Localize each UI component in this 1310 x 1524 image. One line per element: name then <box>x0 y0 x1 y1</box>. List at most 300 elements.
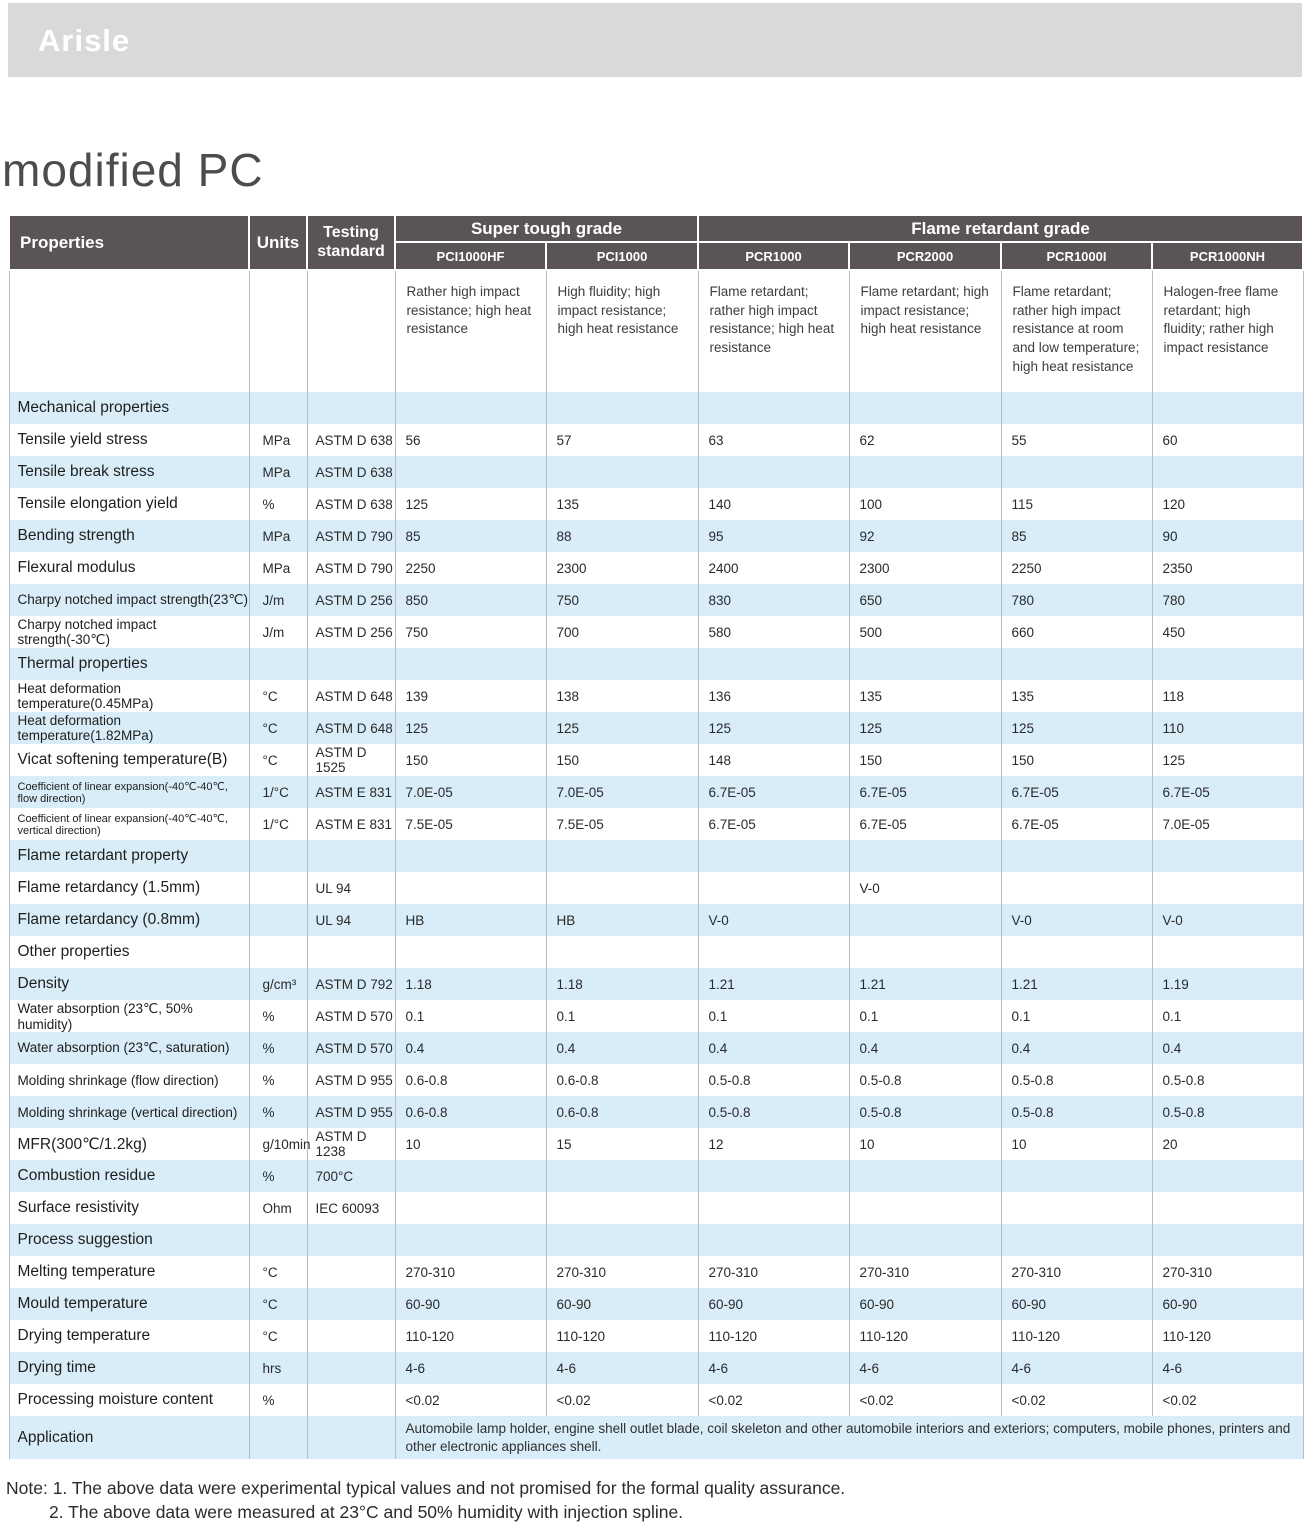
value-cell: 270-310 <box>546 1256 698 1288</box>
standard-cell <box>307 1416 395 1459</box>
value-cell: 6.7E-05 <box>1001 808 1152 840</box>
value-cell: 6.7E-05 <box>698 776 849 808</box>
standard-cell <box>307 1256 395 1288</box>
note-line-1: Note: 1. The above data were experimental typical values and not promised for the formal quality assurance. <box>6 1478 846 1499</box>
table-row <box>9 1192 1303 1224</box>
value-cell: HB <box>546 904 698 936</box>
unit-cell: J/m <box>249 616 307 648</box>
group-header-flame-retardant-grade: Flame retardant grade <box>698 215 1303 242</box>
value-cell: 135 <box>546 488 698 520</box>
value-cell: 850 <box>395 584 546 616</box>
brand-banner <box>8 3 1302 77</box>
value-cell: 0.5-0.8 <box>698 1064 849 1096</box>
unit-cell: 1/°C <box>249 776 307 808</box>
value-cell <box>698 456 849 488</box>
standard-cell: ASTM D 1525 <box>307 744 395 776</box>
standard-cell: ASTM D 955 <box>307 1064 395 1096</box>
unit-cell: °C <box>249 1288 307 1320</box>
standard-cell <box>307 392 395 424</box>
table-row <box>9 712 1303 744</box>
value-cell <box>849 1192 1001 1224</box>
value-cell: 4-6 <box>849 1352 1001 1384</box>
property-label: Surface resistivity <box>9 1192 249 1224</box>
value-cell: 150 <box>546 744 698 776</box>
value-cell: 0.6-0.8 <box>546 1096 698 1128</box>
standard-cell <box>307 936 395 968</box>
value-cell <box>546 392 698 424</box>
property-label: Bending strength <box>9 520 249 552</box>
value-cell: 125 <box>546 712 698 744</box>
property-label: Coefficient of linear expansion(-40℃-40℃, vertical direction) <box>9 808 249 840</box>
value-cell: 1.19 <box>1152 968 1303 1000</box>
unit-cell: g/cm³ <box>249 968 307 1000</box>
value-cell: <0.02 <box>1001 1384 1152 1416</box>
table-row <box>9 1384 1303 1416</box>
value-cell: 0.1 <box>1001 1000 1152 1032</box>
value-cell <box>1152 840 1303 872</box>
table-header <box>9 215 1303 392</box>
value-cell: 135 <box>1001 680 1152 712</box>
value-cell: 0.6-0.8 <box>395 1096 546 1128</box>
value-cell: 85 <box>395 520 546 552</box>
value-cell <box>1001 936 1152 968</box>
value-cell: 4-6 <box>395 1352 546 1384</box>
value-cell: 4-6 <box>1152 1352 1303 1384</box>
table-row <box>9 1288 1303 1320</box>
value-cell: 450 <box>1152 616 1303 648</box>
col-header-model-pcr2000: PCR2000 <box>849 242 1001 270</box>
table-body <box>9 392 1303 1459</box>
value-cell <box>698 936 849 968</box>
table-row <box>9 520 1303 552</box>
unit-cell: °C <box>249 680 307 712</box>
value-cell <box>546 840 698 872</box>
standard-cell <box>307 1224 395 1256</box>
value-cell: 150 <box>395 744 546 776</box>
table-row <box>9 1160 1303 1192</box>
value-cell: 136 <box>698 680 849 712</box>
value-cell: V-0 <box>1001 904 1152 936</box>
value-cell: 148 <box>698 744 849 776</box>
value-cell <box>1001 648 1152 680</box>
value-cell: 7.5E-05 <box>395 808 546 840</box>
value-cell: 10 <box>1001 1128 1152 1160</box>
value-cell <box>1152 392 1303 424</box>
value-cell: 110-120 <box>1152 1320 1303 1352</box>
value-cell: 1.18 <box>546 968 698 1000</box>
value-cell: 0.1 <box>849 1000 1001 1032</box>
value-cell <box>1152 1224 1303 1256</box>
value-cell: 2250 <box>395 552 546 584</box>
value-cell: 150 <box>849 744 1001 776</box>
value-cell: 0.5-0.8 <box>849 1096 1001 1128</box>
value-cell <box>395 936 546 968</box>
value-cell: 12 <box>698 1128 849 1160</box>
property-label: Flexural modulus <box>9 552 249 584</box>
unit-cell: % <box>249 1000 307 1032</box>
value-cell <box>849 936 1001 968</box>
property-label: Water absorption (23℃, saturation) <box>9 1032 249 1064</box>
property-label: Water absorption (23℃, 50% humidity) <box>9 1000 249 1032</box>
standard-cell <box>307 1320 395 1352</box>
notes <box>6 1477 1310 1524</box>
table-row <box>9 424 1303 456</box>
value-cell: 6.7E-05 <box>1152 776 1303 808</box>
col-header-units: Units <box>249 215 307 270</box>
value-cell: 60-90 <box>849 1288 1001 1320</box>
value-cell <box>849 456 1001 488</box>
property-label: Flame retardancy (0.8mm) <box>9 904 249 936</box>
value-cell: 4-6 <box>698 1352 849 1384</box>
value-cell: 780 <box>1152 584 1303 616</box>
value-cell <box>849 840 1001 872</box>
value-cell: 115 <box>1001 488 1152 520</box>
unit-cell: % <box>249 1160 307 1192</box>
table-row <box>9 584 1303 616</box>
standard-cell: ASTM D 792 <box>307 968 395 1000</box>
grade-header-row <box>9 215 1303 242</box>
value-cell <box>546 648 698 680</box>
table-row <box>9 456 1303 488</box>
value-cell <box>1001 840 1152 872</box>
value-cell: V-0 <box>698 904 849 936</box>
value-cell: 110-120 <box>1001 1320 1152 1352</box>
value-cell <box>849 1224 1001 1256</box>
value-cell: 270-310 <box>1152 1256 1303 1288</box>
property-label: Tensile yield stress <box>9 424 249 456</box>
value-cell: 1.18 <box>395 968 546 1000</box>
value-cell: 0.5-0.8 <box>698 1096 849 1128</box>
standard-cell: ASTM D 790 <box>307 520 395 552</box>
unit-cell: J/m <box>249 584 307 616</box>
value-cell: 0.1 <box>546 1000 698 1032</box>
standard-cell: ASTM D 955 <box>307 1096 395 1128</box>
unit-cell: % <box>249 1064 307 1096</box>
value-cell: 4-6 <box>546 1352 698 1384</box>
value-cell: 10 <box>849 1128 1001 1160</box>
value-cell: 60-90 <box>395 1288 546 1320</box>
unit-cell <box>249 1224 307 1256</box>
unit-cell <box>249 904 307 936</box>
value-cell: 0.4 <box>849 1032 1001 1064</box>
value-cell <box>698 1160 849 1192</box>
standard-cell: 700°C <box>307 1160 395 1192</box>
model-description-row <box>9 270 1303 392</box>
page-title: modified PC <box>2 144 264 196</box>
value-cell <box>1001 456 1152 488</box>
section-label: Process suggestion <box>9 1224 249 1256</box>
unit-cell <box>249 648 307 680</box>
table-row <box>9 1000 1303 1032</box>
unit-cell: % <box>249 1032 307 1064</box>
unit-cell <box>249 840 307 872</box>
value-cell: V-0 <box>849 872 1001 904</box>
property-label: Heat deformation temperature(1.82MPa) <box>9 712 249 744</box>
value-cell: 750 <box>395 616 546 648</box>
table-row <box>9 1064 1303 1096</box>
table-row <box>9 1128 1303 1160</box>
value-cell: 830 <box>698 584 849 616</box>
property-label: Vicat softening temperature(B) <box>9 744 249 776</box>
value-cell: 0.1 <box>395 1000 546 1032</box>
value-cell: 0.1 <box>1152 1000 1303 1032</box>
standard-cell: ASTM E 831 <box>307 776 395 808</box>
value-cell <box>395 840 546 872</box>
value-cell: 7.0E-05 <box>395 776 546 808</box>
property-label: Charpy notched impact strength(-30℃) <box>9 616 249 648</box>
value-cell: 6.7E-05 <box>1001 776 1152 808</box>
value-cell: 6.7E-05 <box>849 808 1001 840</box>
unit-cell: % <box>249 488 307 520</box>
value-cell: 60-90 <box>1001 1288 1152 1320</box>
value-cell <box>849 648 1001 680</box>
model-description: Rather high impact resistance; high heat resistance <box>395 270 546 392</box>
value-cell: 60-90 <box>546 1288 698 1320</box>
section-label: Mechanical properties <box>9 392 249 424</box>
section-row <box>9 840 1303 872</box>
value-cell <box>698 392 849 424</box>
table-row <box>9 1352 1303 1384</box>
unit-cell: 1/°C <box>249 808 307 840</box>
value-cell: 270-310 <box>1001 1256 1152 1288</box>
value-cell: 10 <box>395 1128 546 1160</box>
empty-cell <box>249 270 307 392</box>
value-cell <box>698 1224 849 1256</box>
standard-cell: ASTM D 570 <box>307 1000 395 1032</box>
value-cell: 2300 <box>546 552 698 584</box>
standard-cell: ASTM D 638 <box>307 456 395 488</box>
table-row <box>9 616 1303 648</box>
value-cell <box>1001 1224 1152 1256</box>
value-cell: 6.7E-05 <box>849 776 1001 808</box>
section-label: Flame retardant property <box>9 840 249 872</box>
value-cell: V-0 <box>1152 904 1303 936</box>
table-row <box>9 968 1303 1000</box>
unit-cell: °C <box>249 1320 307 1352</box>
value-cell: 90 <box>1152 520 1303 552</box>
unit-cell <box>249 936 307 968</box>
value-cell <box>1152 456 1303 488</box>
col-header-model-pcr1000: PCR1000 <box>698 242 849 270</box>
table-row <box>9 808 1303 840</box>
value-cell: 60 <box>1152 424 1303 456</box>
standard-cell: ASTM D 1238 <box>307 1128 395 1160</box>
property-label: Charpy notched impact strength(23℃) <box>9 584 249 616</box>
standard-cell: ASTM D 570 <box>307 1032 395 1064</box>
section-row <box>9 648 1303 680</box>
standard-cell <box>307 840 395 872</box>
section-label: Other properties <box>9 936 249 968</box>
standard-cell: ASTM D 638 <box>307 488 395 520</box>
table-row <box>9 552 1303 584</box>
standard-cell <box>307 648 395 680</box>
value-cell: 7.0E-05 <box>1152 808 1303 840</box>
unit-cell: MPa <box>249 456 307 488</box>
standard-cell <box>307 1288 395 1320</box>
value-cell: 0.4 <box>546 1032 698 1064</box>
value-cell <box>546 936 698 968</box>
unit-cell: °C <box>249 744 307 776</box>
value-cell: 1.21 <box>1001 968 1152 1000</box>
property-label: Molding shrinkage (flow direction) <box>9 1064 249 1096</box>
standard-cell: ASTM D 648 <box>307 680 395 712</box>
brand-logo: Arisle <box>38 23 131 58</box>
value-cell: 0.5-0.8 <box>1001 1096 1152 1128</box>
standard-cell <box>307 1384 395 1416</box>
standard-cell: ASTM D 638 <box>307 424 395 456</box>
standard-cell: IEC 60093 <box>307 1192 395 1224</box>
value-cell: 95 <box>698 520 849 552</box>
unit-cell: MPa <box>249 552 307 584</box>
unit-cell <box>249 872 307 904</box>
value-cell: 125 <box>1001 712 1152 744</box>
table-row <box>9 680 1303 712</box>
value-cell: 110-120 <box>698 1320 849 1352</box>
value-cell <box>395 1160 546 1192</box>
value-cell: 0.6-0.8 <box>546 1064 698 1096</box>
value-cell: 125 <box>395 488 546 520</box>
value-cell <box>546 1192 698 1224</box>
value-cell: 0.5-0.8 <box>1152 1064 1303 1096</box>
value-cell: 1.21 <box>849 968 1001 1000</box>
value-cell: 139 <box>395 680 546 712</box>
col-header-model-pcr1000i: PCR1000I <box>1001 242 1152 270</box>
col-header-model-pcr1000nh: PCR1000NH <box>1152 242 1303 270</box>
property-label: Processing moisture content <box>9 1384 249 1416</box>
value-cell: 650 <box>849 584 1001 616</box>
value-cell: 150 <box>1001 744 1152 776</box>
value-cell <box>1152 648 1303 680</box>
value-cell <box>395 456 546 488</box>
value-cell: 85 <box>1001 520 1152 552</box>
application-text: Automobile lamp holder, engine shell outlet blade, coil skeleton and other automobile interiors and exteriors; computers, mobile phones, printers and other electronic appliances shell. <box>395 1416 1303 1459</box>
value-cell: 0.6-0.8 <box>395 1064 546 1096</box>
standard-cell: ASTM D 648 <box>307 712 395 744</box>
value-cell: 0.1 <box>698 1000 849 1032</box>
value-cell: 0.5-0.8 <box>849 1064 1001 1096</box>
value-cell: 500 <box>849 616 1001 648</box>
table-row <box>9 1256 1303 1288</box>
value-cell: 0.4 <box>698 1032 849 1064</box>
section-row <box>9 1224 1303 1256</box>
value-cell <box>395 392 546 424</box>
value-cell <box>546 872 698 904</box>
value-cell: 110-120 <box>546 1320 698 1352</box>
value-cell <box>546 1160 698 1192</box>
value-cell <box>1001 872 1152 904</box>
table-row <box>9 776 1303 808</box>
value-cell: 125 <box>849 712 1001 744</box>
section-label: Thermal properties <box>9 648 249 680</box>
property-label: Mould temperature <box>9 1288 249 1320</box>
value-cell: <0.02 <box>395 1384 546 1416</box>
value-cell: 100 <box>849 488 1001 520</box>
value-cell: 125 <box>395 712 546 744</box>
value-cell: 270-310 <box>395 1256 546 1288</box>
value-cell <box>395 1224 546 1256</box>
property-label: Heat deformation temperature(0.45MPa) <box>9 680 249 712</box>
value-cell: 750 <box>546 584 698 616</box>
value-cell: 780 <box>1001 584 1152 616</box>
value-cell: 110-120 <box>849 1320 1001 1352</box>
table-row <box>9 744 1303 776</box>
standard-cell: ASTM D 256 <box>307 584 395 616</box>
section-row <box>9 936 1303 968</box>
value-cell: <0.02 <box>546 1384 698 1416</box>
empty-cell <box>307 270 395 392</box>
value-cell: 110-120 <box>395 1320 546 1352</box>
note-line-2: 2. The above data were measured at 23°C and 50% humidity with injection spline. <box>49 1501 684 1522</box>
value-cell <box>698 872 849 904</box>
value-cell: 138 <box>546 680 698 712</box>
value-cell <box>1001 1160 1152 1192</box>
value-cell <box>1001 392 1152 424</box>
value-cell: 135 <box>849 680 1001 712</box>
value-cell: HB <box>395 904 546 936</box>
table-row <box>9 1096 1303 1128</box>
value-cell: 270-310 <box>698 1256 849 1288</box>
value-cell <box>1152 872 1303 904</box>
value-cell: 125 <box>1152 744 1303 776</box>
value-cell <box>1001 1192 1152 1224</box>
property-label: Coefficient of linear expansion(-40℃-40℃, flow direction) <box>9 776 249 808</box>
value-cell: 700 <box>546 616 698 648</box>
table-row <box>9 904 1303 936</box>
value-cell: 140 <box>698 488 849 520</box>
value-cell: 88 <box>546 520 698 552</box>
value-cell <box>698 648 849 680</box>
value-cell: 125 <box>698 712 849 744</box>
value-cell: 120 <box>1152 488 1303 520</box>
property-label: Drying time <box>9 1352 249 1384</box>
unit-cell: % <box>249 1096 307 1128</box>
model-description: Flame retardant; rather high impact resistance at room and low temperature; high heat resistance <box>1001 270 1152 392</box>
model-description: Halogen-free flame retardant; high fluidity; rather high impact resistance <box>1152 270 1303 392</box>
section-row <box>9 392 1303 424</box>
property-label: Drying temperature <box>9 1320 249 1352</box>
unit-cell: % <box>249 1384 307 1416</box>
property-label: Flame retardancy (1.5mm) <box>9 872 249 904</box>
unit-cell: Ohm <box>249 1192 307 1224</box>
property-label: Melting temperature <box>9 1256 249 1288</box>
value-cell: 55 <box>1001 424 1152 456</box>
value-cell <box>395 872 546 904</box>
value-cell: <0.02 <box>849 1384 1001 1416</box>
value-cell: 60-90 <box>1152 1288 1303 1320</box>
col-header-testing-standard: Testing standard <box>307 215 395 270</box>
value-cell: 660 <box>1001 616 1152 648</box>
col-header-model-pci1000: PCI1000 <box>546 242 698 270</box>
value-cell <box>395 1192 546 1224</box>
unit-cell <box>249 392 307 424</box>
value-cell: 0.4 <box>395 1032 546 1064</box>
value-cell <box>395 648 546 680</box>
unit-cell <box>249 1416 307 1459</box>
value-cell: 56 <box>395 424 546 456</box>
standard-cell: UL 94 <box>307 872 395 904</box>
model-description: High fluidity; high impact resistance; high heat resistance <box>546 270 698 392</box>
value-cell: 0.5-0.8 <box>1152 1096 1303 1128</box>
value-cell: 0.5-0.8 <box>1001 1064 1152 1096</box>
value-cell: 7.5E-05 <box>546 808 698 840</box>
value-cell: 0.4 <box>1001 1032 1152 1064</box>
value-cell: 0.4 <box>1152 1032 1303 1064</box>
value-cell: <0.02 <box>1152 1384 1303 1416</box>
value-cell: 6.7E-05 <box>698 808 849 840</box>
table-row <box>9 488 1303 520</box>
page <box>0 3 1310 1524</box>
unit-cell: MPa <box>249 424 307 456</box>
